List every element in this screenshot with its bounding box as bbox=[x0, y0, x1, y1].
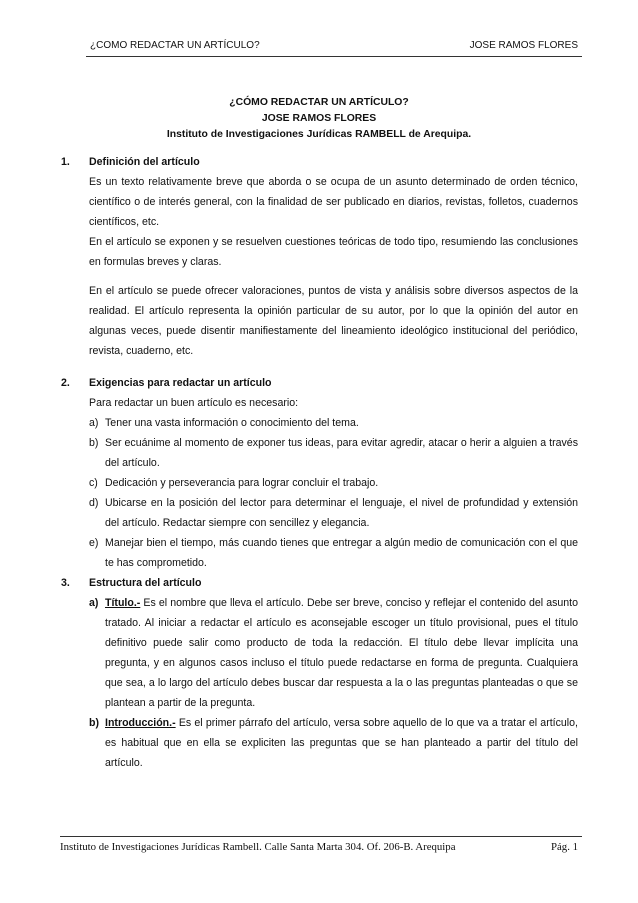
term-description: Es el nombre que lleva el artículo. Debe ser breve, conciso y reflejar el contenido del asunto tratado. Al iniciar a redactar el artículo es aconsejable escoger un título provisional, pues el título definitivo puede salir como producto de toda la redacción. El título debe llevar implícita una pregunta, y en algunos casos incluso el título puede redactarse en forma de pregunta. Cualquiera que sea, a lo largo del artículo debes buscar dar respuesta a la o las preguntas planteadas o que se plantean a partir de la pregunta. bbox=[105, 597, 578, 709]
section-number: 1. bbox=[61, 156, 70, 168]
list-item bbox=[89, 433, 578, 473]
list-item bbox=[89, 473, 578, 493]
list-marker: a) bbox=[89, 597, 99, 609]
term-lead: Introducción.- bbox=[105, 717, 176, 729]
paragraph: Para redactar un buen artículo es necesario: bbox=[89, 397, 299, 409]
list-item-text: Ser ecuánime al momento de exponer tus ideas, para evitar agredir, atacar o herir a alguien a través del artículo. bbox=[105, 437, 578, 469]
term-lead: Título.- bbox=[105, 597, 141, 609]
paragraph: En el artículo se exponen y se resuelven cuestiones teóricas de todo tipo, resumiendo las conclusiones en formulas breves y claras. bbox=[89, 236, 578, 268]
section-heading-2 bbox=[61, 373, 578, 393]
list-item bbox=[89, 533, 578, 573]
list-item-text: Manejar bien el tiempo, más cuando tienes que entregar a algún medio de comunicación con el que te has comprometido. bbox=[105, 537, 578, 569]
document-body bbox=[61, 152, 578, 773]
section-title: Exigencias para redactar un artículo bbox=[89, 377, 272, 389]
header-title: ¿COMO REDACTAR UN ARTÍCULO? bbox=[90, 40, 260, 51]
section-1-content bbox=[61, 172, 578, 361]
footer-rule bbox=[60, 836, 582, 837]
section-title: Estructura del artículo bbox=[89, 577, 202, 589]
list-item bbox=[89, 493, 578, 533]
section-3-content bbox=[61, 593, 578, 773]
document-institution: Instituto de Investigaciones Jurídicas RAMBELL de Arequipa. bbox=[166, 129, 472, 140]
list-marker: c) bbox=[89, 477, 98, 489]
title-block bbox=[60, 95, 578, 143]
section-number: 3. bbox=[61, 577, 70, 589]
list-marker: a) bbox=[89, 417, 99, 429]
list-item-text bbox=[105, 713, 578, 773]
page-footer bbox=[60, 841, 578, 853]
running-header bbox=[90, 40, 578, 51]
document-author: JOSE RAMOS FLORES bbox=[261, 113, 377, 124]
list-marker: b) bbox=[89, 437, 99, 449]
term-description: Es el primer párrafo del artículo, versa sobre aquello de lo que va a tratar el artículo, es habitual que en ella se expliciten las preguntas que se han planteado a partir del título del artículo. bbox=[105, 717, 578, 769]
list-item-text bbox=[105, 593, 578, 713]
paragraph: Es un texto relativamente breve que aborda o se ocupa de un asunto determinado de orden técnico, científico o de interés general, con la finalidad de ser publicado en diarios, revistas, folletos, cuadernos científicos, etc. bbox=[89, 176, 578, 228]
section-2-content bbox=[61, 393, 578, 573]
page-number: Pág. 1 bbox=[551, 841, 578, 853]
list-item bbox=[89, 413, 578, 433]
document-title: ¿CÓMO REDACTAR UN ARTÍCULO? bbox=[229, 97, 409, 108]
list-item-text: Dedicación y perseverancia para lograr concluir el trabajo. bbox=[105, 477, 379, 489]
list-marker: d) bbox=[89, 497, 99, 509]
header-author: JOSE RAMOS FLORES bbox=[469, 40, 578, 51]
paragraph: En el artículo se puede ofrecer valoraciones, puntos de vista y análisis sobre diversos aspectos de la realidad. El artículo representa la opinión particular de su autor, por lo que la opinión del autor en algunas veces, puede disentir manifiestamente del lineamiento ideológico institucional del periódico, revista, cuaderno, etc. bbox=[89, 285, 578, 357]
list-marker: e) bbox=[89, 537, 99, 549]
list-item bbox=[89, 593, 578, 713]
list-marker: b) bbox=[89, 717, 99, 729]
section-heading-1 bbox=[61, 152, 578, 172]
section-heading-3 bbox=[61, 573, 578, 593]
footer-address: Instituto de Investigaciones Jurídicas Rambell. Calle Santa Marta 304. Of. 206-B. Arequipa bbox=[60, 841, 456, 853]
section-number: 2. bbox=[61, 377, 70, 389]
header-rule bbox=[86, 56, 582, 57]
list-item-text: Ubicarse en la posición del lector para determinar el lenguaje, el nivel de profundidad y extensión del artículo. Redactar siempre con sencillez y elegancia. bbox=[105, 497, 578, 529]
list-item-text: Tener una vasta información o conocimiento del tema. bbox=[105, 417, 359, 429]
section-title: Definición del artículo bbox=[89, 156, 200, 168]
list-item bbox=[89, 713, 578, 773]
